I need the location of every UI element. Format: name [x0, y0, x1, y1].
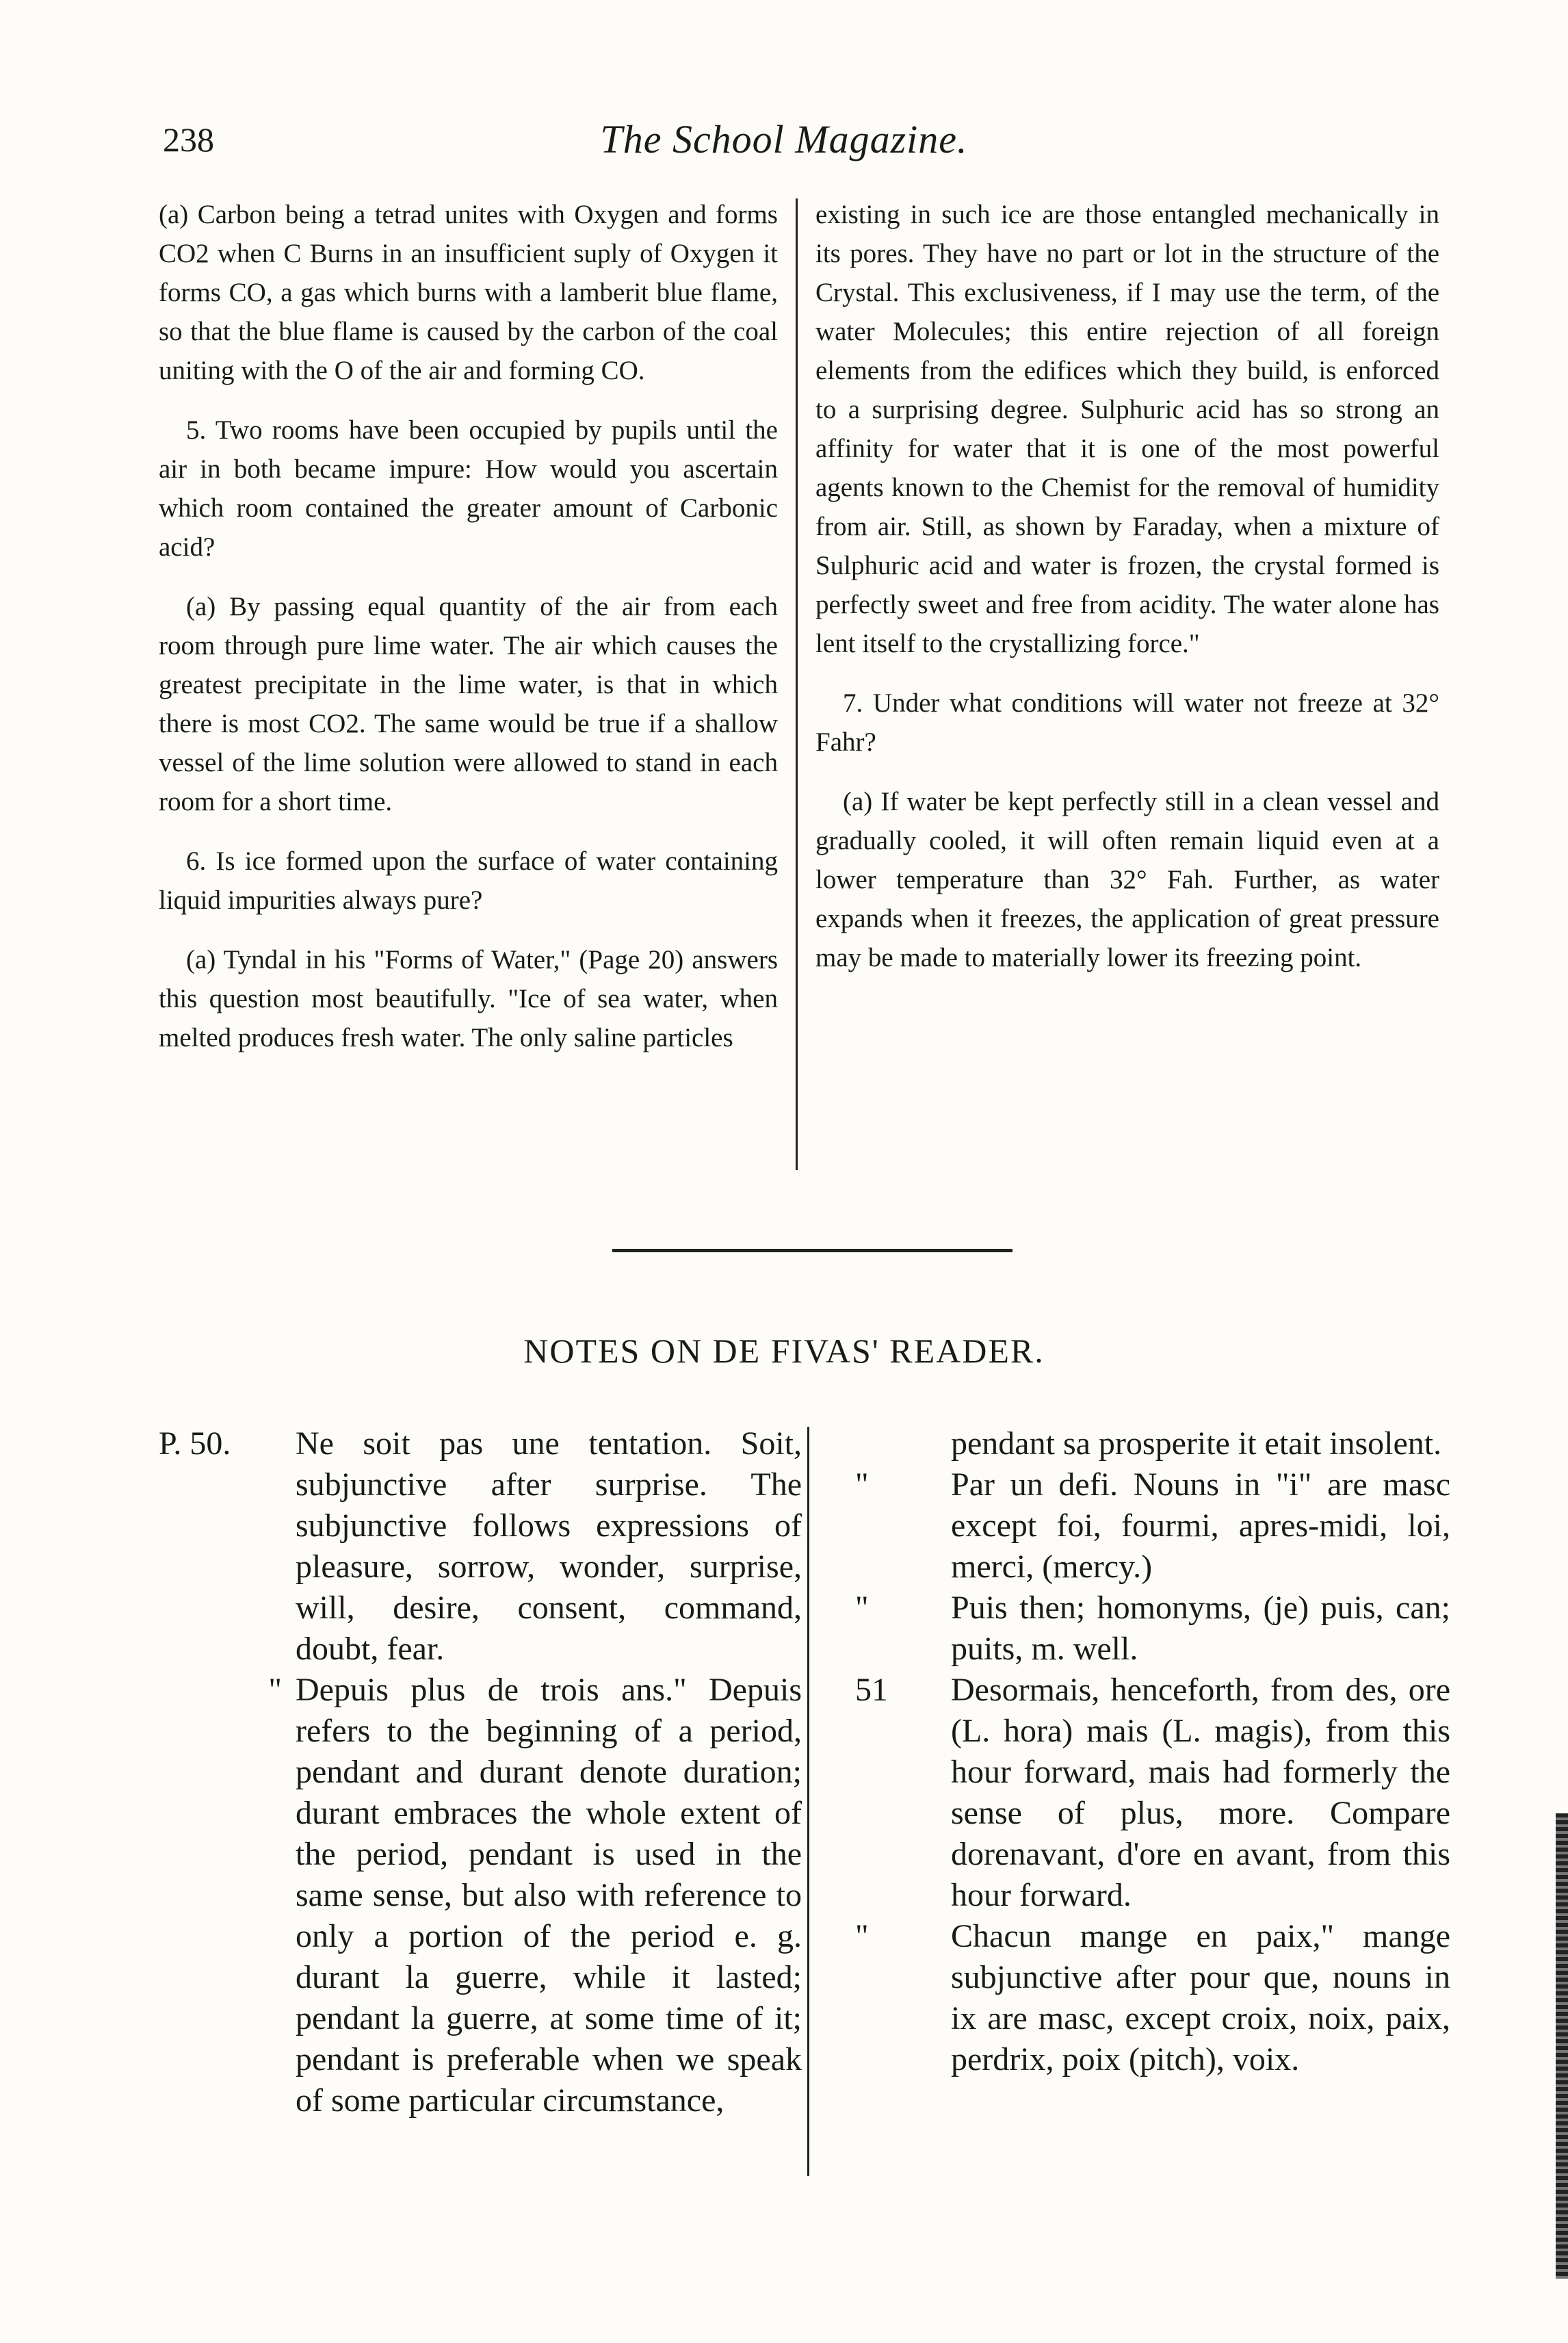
note-continuation: pendant sa prosperite it etait insolent.: [951, 1425, 1442, 1462]
notes-divider: [807, 1427, 809, 2176]
note-text: Depuis plus de trois ans." Depuis refers to the beginning of a period, pendant and durant denote duration; durant embraces the whole extent of the period, pendant is used in the same sense, but also with reference to only a portion of the period e. g. durant la guerre, while it lasted; pendant la guerre, at some time of it; pendant is preferable when we speak of some particular circumstance,: [296, 1672, 802, 2119]
note-ref: ": [268, 1672, 282, 1708]
note-entry: [855, 1670, 1450, 1916]
note-entry: [855, 1588, 1450, 1670]
note-entry: [159, 1670, 802, 2121]
note-text: Par un defi. Nouns in "i" are masc except foi, fourmi, apres-midi, loi, merci, (mercy.): [951, 1466, 1450, 1585]
article-column-right: [815, 195, 1439, 998]
paragraph: (a) By passing equal quantity of the air from each room through pure lime water. The air which causes the greatest precipitate in the lime water, is that in which there is most CO2. The same would be true if a shallow vessel of the lime solution were allowed to stand in each room for a short time.: [159, 592, 778, 816]
note-ref: 51: [855, 1672, 888, 1708]
note-ref: ": [855, 1918, 869, 1954]
note-text: Puis then; homonyms, (je) puis, can; puits, m. well.: [951, 1590, 1450, 1667]
note-entry: [159, 1423, 802, 1670]
note-text: Desormais, henceforth, from des, ore (L. hora) mais (L. magis), from this hour forward, mais had formerly the sense of plus, more. Compare dorenavant, d'ore en avant, from this hour forward.: [951, 1672, 1450, 1913]
section-title: NOTES ON DE FIVAS' READER.: [523, 1332, 1045, 1370]
note-ref: P. 50.: [159, 1425, 231, 1462]
running-title: The School Magazine.: [600, 117, 968, 161]
notes-column-left: [159, 1423, 802, 2121]
paragraph: existing in such ice are those entangled mechanically in its pores. They have no part or lot in the structure of the Crystal. This exclusiveness, if I may use the term, of the water Molecules; this entire rejection of all foreign elements from the edifices which they build, is enforced to a surprising degree. Sulphuric acid has so strong an affinity for water that it is one of the most powerful agents known to the Chemist for the removal of humidity from air. Still, as shown by Faraday, when a mixture of Sulphuric acid and water is frozen, the crystal formed is perfectly sweet and free from acidity. The water alone has lent itself to the crystallizing force.": [815, 200, 1439, 658]
note-ref: ": [855, 1466, 869, 1503]
note-entry: [855, 1464, 1450, 1588]
note-entry: [855, 1916, 1450, 2080]
column-divider: [796, 198, 798, 1170]
paragraph: (a) If water be kept perfectly still in a clean vessel and gradually cooled, it will often remain liquid even at a lower temperature than 32° Fah. Further, as water expands when it freezes, the application of great pressure may be made to materially lower its freezing point.: [815, 787, 1439, 972]
note-text: Ne soit pas une tentation. Soit, subjunctive after surprise. The subjunctive follows expressions of pleasure, sorrow, wonder, surprise, will, desire, consent, command, doubt, fear.: [296, 1425, 802, 1667]
question: 7. Under what conditions will water not freeze at 32° Fahr?: [815, 688, 1439, 757]
paragraph: (a) Tyndal in his "Forms of Water," (Page 20) answers this question most beautifully. "Ice of sea water, when melted produces fresh water. The only saline particles: [159, 945, 778, 1052]
paragraph: (a) Carbon being a tetrad unites with Oxygen and forms CO2 when C Burns in an insufficient suply of Oxygen it forms CO, a gas which burns with a lamberit blue flame, so that the blue flame is caused by the carbon of the coal uniting with the O of the air and forming CO.: [159, 200, 778, 385]
article-column-left: [159, 195, 778, 1078]
question: 6. Is ice formed upon the surface of water containing liquid impurities always pure?: [159, 846, 778, 915]
section-rule: [612, 1249, 1012, 1252]
page-edge-binding: [1556, 1813, 1568, 2279]
page-number: 238: [163, 120, 214, 159]
note-text: Chacun mange en paix," mange subjunctive after pour que, nouns in ix are masc, except croix, noix, paix, perdrix, poix (pitch), voix.: [951, 1918, 1450, 2077]
notes-column-right: [855, 1423, 1450, 2080]
note-ref: ": [855, 1590, 869, 1626]
question: 5. Two rooms have been occupied by pupils until the air in both became impure: How would you ascertain which room contained the greater amount of Carbonic acid?: [159, 415, 778, 562]
